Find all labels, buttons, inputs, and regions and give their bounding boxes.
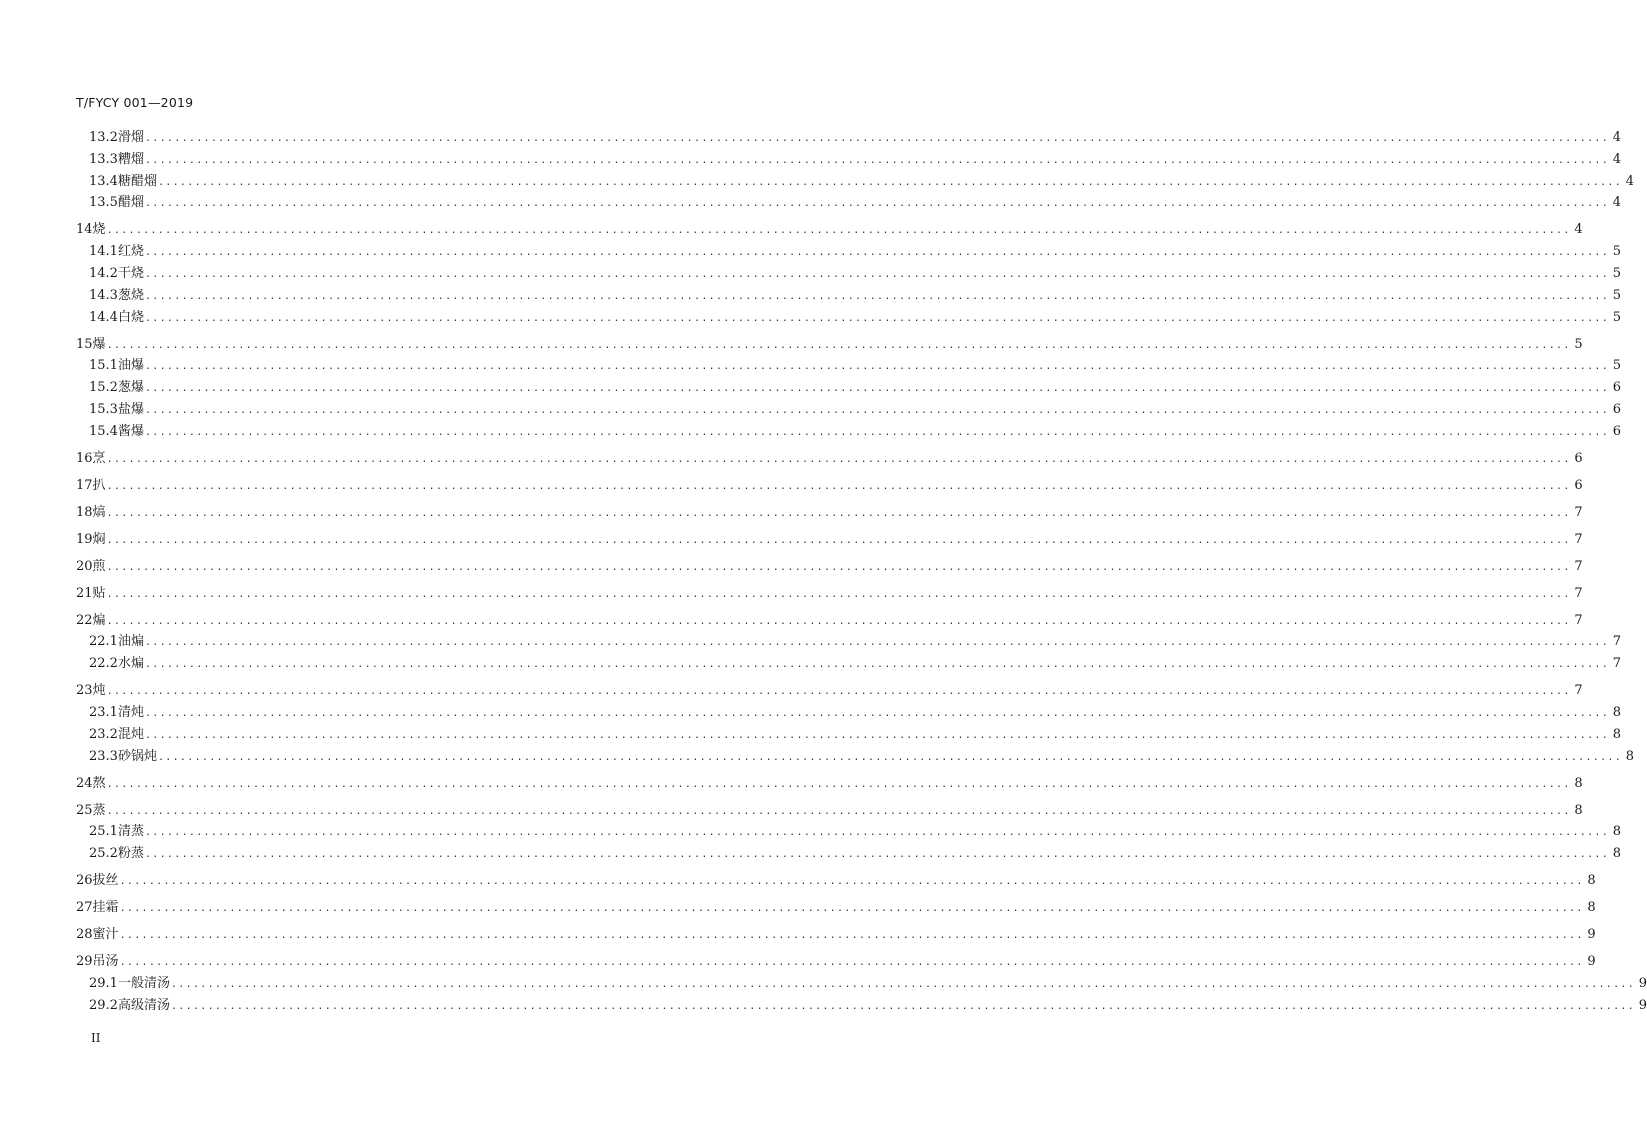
toc-entry-number: 13.5 xyxy=(89,195,118,211)
toc-entry-title: 爆 xyxy=(92,336,106,352)
toc-entry-page: 8 xyxy=(1612,705,1622,720)
dot-leader: ........................................................................................................................................................................................................ xyxy=(170,978,1636,990)
toc-entry-title: 焖 xyxy=(92,531,106,547)
dot-leader: ........................................................................................................................................................................................................ xyxy=(106,561,1571,573)
toc-entry-page: 5 xyxy=(1612,358,1622,374)
toc-entry-title: 烹 xyxy=(92,450,106,466)
toc-entry[interactable] xyxy=(76,400,1622,422)
dot-leader: ........................................................................................................................................................................................................ xyxy=(106,339,1571,351)
toc-entry-title: 红烧 xyxy=(117,244,144,260)
dot-leader: ........................................................................................................................................................................................................ xyxy=(144,133,1610,144)
toc-entry-number: 22.2 xyxy=(89,656,118,672)
toc-entry-title: 一般清汤 xyxy=(117,975,170,991)
toc-entry-page: 5 xyxy=(1612,309,1622,325)
toc-entry-number: 22 xyxy=(76,612,93,628)
toc-entry-title: 酱爆 xyxy=(117,423,144,439)
toc-entry-number: 18 xyxy=(76,504,93,520)
toc-entry-number: 14.4 xyxy=(89,309,118,325)
toc-entry-number: 20 xyxy=(76,558,93,574)
toc-entry-title: 拔丝 xyxy=(92,873,119,889)
toc-entry[interactable] xyxy=(76,871,1596,893)
toc-entry-title: 清蒸 xyxy=(117,824,144,840)
toc-entry[interactable] xyxy=(76,476,1583,498)
toc-entry[interactable] xyxy=(76,286,1622,308)
toc-entry[interactable] xyxy=(76,220,1583,242)
toc-entry-title: 蜜汁 xyxy=(92,927,119,943)
toc-entry-number: 29 xyxy=(76,954,93,970)
toc-entry-title: 贴 xyxy=(92,585,106,601)
toc-entry-page: 7 xyxy=(1574,585,1583,601)
dot-leader: ........................................................................................................................................................................................................ xyxy=(144,729,1610,741)
dot-leader: ........................................................................................................................................................................................................ xyxy=(144,290,1610,302)
dot-leader: ........................................................................................................................................................................................................ xyxy=(106,480,1571,492)
toc-entry-page: 8 xyxy=(1574,775,1583,791)
toc-entry-number: 23.3 xyxy=(89,748,118,764)
toc-entry-title: 糖醋熘 xyxy=(117,173,157,189)
toc-entry-number: 14.2 xyxy=(89,265,118,281)
toc-entry-number: 25 xyxy=(76,802,93,818)
toc-entry[interactable] xyxy=(76,150,1622,172)
toc-entry-number: 15.1 xyxy=(89,358,118,374)
toc-entry-number: 28 xyxy=(76,927,93,943)
toc-entry-page: 5 xyxy=(1612,244,1622,260)
toc-entry-title: 挂霜 xyxy=(92,900,119,916)
toc-entry-number: 21 xyxy=(76,585,93,601)
dot-leader: ........................................................................................................................................................................................................ xyxy=(157,176,1623,188)
toc-entry-page: 9 xyxy=(1638,975,1647,991)
toc-entry-title: 扒 xyxy=(92,477,106,493)
dot-leader: ........................................................................................................................................................................................................ xyxy=(144,404,1610,416)
dot-leader: ........................................................................................................................................................................................................ xyxy=(157,751,1623,763)
dot-leader: ........................................................................................................................................................................................................ xyxy=(106,805,1571,817)
toc-entry[interactable] xyxy=(76,557,1583,579)
toc-entry-title: 炖 xyxy=(92,683,106,699)
toc-entry-title: 清炖 xyxy=(117,705,144,720)
dot-leader: ........................................................................................................................................................................................................ xyxy=(119,930,1584,942)
toc-entry[interactable] xyxy=(76,632,1622,654)
toc-entry-number: 13.4 xyxy=(89,173,118,189)
toc-entry[interactable] xyxy=(76,335,1583,357)
toc-entry-title: 吊汤 xyxy=(92,954,119,970)
toc-entry-page: 9 xyxy=(1638,997,1647,1013)
dot-leader: ........................................................................................................................................................................................................ xyxy=(144,268,1610,280)
toc-entry-page: 5 xyxy=(1612,265,1622,281)
toc-entry-page: 8 xyxy=(1625,748,1635,764)
dot-leader: ........................................................................................................................................................................................................ xyxy=(144,708,1610,719)
dot-leader: ........................................................................................................................................................................................................ xyxy=(119,903,1584,915)
toc-entry-number: 23 xyxy=(76,683,93,699)
toc-entry-title: 熇 xyxy=(92,504,106,520)
toc-entry-page: 8 xyxy=(1612,846,1622,862)
toc-entry-page: 8 xyxy=(1612,824,1622,840)
toc-entry-page: 4 xyxy=(1612,195,1622,211)
toc-entry[interactable] xyxy=(76,822,1622,844)
dot-leader: ........................................................................................................................................................................................................ xyxy=(106,453,1571,465)
toc-entry-number: 24 xyxy=(76,775,93,791)
toc-entry[interactable] xyxy=(76,898,1596,920)
dot-leader: ........................................................................................................................................................................................................ xyxy=(106,225,1571,237)
toc-entry[interactable] xyxy=(76,974,1647,996)
toc-entry-number: 15.2 xyxy=(89,380,118,396)
toc-entry-page: 8 xyxy=(1574,802,1583,818)
toc-entry-title: 熬 xyxy=(92,775,106,791)
toc-entry[interactable] xyxy=(76,308,1622,330)
toc-entry-number: 14.1 xyxy=(89,244,118,260)
toc-entry-number: 15.4 xyxy=(89,423,118,439)
dot-leader: ........................................................................................................................................................................................................ xyxy=(106,686,1571,698)
toc-entry-title: 砂锅炖 xyxy=(117,748,157,764)
toc-entry[interactable] xyxy=(76,844,1622,866)
toc-entry[interactable] xyxy=(76,584,1583,606)
toc-entry-number: 15.3 xyxy=(89,401,118,417)
dot-leader: ........................................................................................................................................................................................................ xyxy=(144,247,1610,259)
toc-entry-page: 7 xyxy=(1574,531,1583,547)
toc-entry-title: 葱爆 xyxy=(117,380,144,396)
toc-entry-title: 粉蒸 xyxy=(117,846,144,862)
toc-entry-title: 糟熘 xyxy=(117,151,144,167)
toc-entry[interactable] xyxy=(76,378,1622,400)
page-number: II xyxy=(91,1031,101,1045)
toc-entry-number: 25.1 xyxy=(89,824,118,840)
toc-entry-number: 15 xyxy=(76,336,93,352)
dot-leader: ........................................................................................................................................................................................................ xyxy=(144,154,1610,166)
toc-entry-page: 7 xyxy=(1574,612,1583,628)
toc-entry[interactable] xyxy=(76,356,1622,378)
dot-leader: ........................................................................................................................................................................................................ xyxy=(119,876,1584,888)
toc-entry-page: 8 xyxy=(1587,900,1596,916)
toc-entry[interactable] xyxy=(76,801,1583,823)
toc-entry-number: 25.2 xyxy=(89,846,118,862)
dot-leader: ........................................................................................................................................................................................................ xyxy=(144,383,1610,395)
dot-leader: ........................................................................................................................................................................................................ xyxy=(144,312,1610,324)
toc-entry-number: 19 xyxy=(76,531,93,547)
toc-entry-number: 29.2 xyxy=(89,997,118,1013)
dot-leader: ........................................................................................................................................................................................................ xyxy=(106,507,1571,519)
toc-entry-title: 葱烧 xyxy=(117,287,144,303)
toc-entry-page: 9 xyxy=(1587,954,1596,970)
toc-entry-title: 油煸 xyxy=(117,634,144,650)
toc-entry-title: 混炖 xyxy=(117,726,144,742)
toc-entry-page: 4 xyxy=(1612,130,1622,145)
toc-entry-title: 煸 xyxy=(92,612,106,628)
toc-entry-page: 7 xyxy=(1574,558,1583,574)
toc-entry[interactable] xyxy=(76,128,1622,150)
toc-entry-page: 6 xyxy=(1574,477,1583,493)
document-header: T/FYCY 001—2019 xyxy=(76,95,194,110)
toc-entry-page: 5 xyxy=(1574,336,1583,352)
toc-entry-title: 油爆 xyxy=(117,358,144,374)
toc-entry-number: 14 xyxy=(76,222,93,238)
toc-entry-title: 蒸 xyxy=(92,802,106,818)
dot-leader: ........................................................................................................................................................................................................ xyxy=(106,615,1571,627)
toc-entry[interactable] xyxy=(76,703,1622,725)
toc-entry-number: 14.3 xyxy=(89,287,118,303)
dot-leader: ........................................................................................................................................................................................................ xyxy=(144,426,1610,438)
table-of-contents xyxy=(76,128,1647,1017)
toc-entry-title: 盐爆 xyxy=(117,401,144,417)
toc-entry[interactable] xyxy=(76,725,1622,747)
dot-leader: ........................................................................................................................................................................................................ xyxy=(144,198,1610,210)
toc-entry-title: 白烧 xyxy=(117,309,144,325)
toc-entry-page: 7 xyxy=(1574,504,1583,520)
toc-entry[interactable] xyxy=(76,422,1622,444)
dot-leader: ........................................................................................................................................................................................................ xyxy=(144,849,1610,861)
dot-leader: ........................................................................................................................................................................................................ xyxy=(170,1000,1636,1012)
toc-entry[interactable] xyxy=(76,996,1647,1018)
toc-entry[interactable] xyxy=(76,774,1583,796)
toc-entry-page: 6 xyxy=(1574,450,1583,466)
toc-entry[interactable] xyxy=(76,611,1583,633)
toc-entry-title: 干烧 xyxy=(117,265,144,281)
toc-entry[interactable] xyxy=(76,747,1635,769)
toc-entry[interactable] xyxy=(76,264,1622,286)
dot-leader: ........................................................................................................................................................................................................ xyxy=(106,534,1571,546)
toc-entry[interactable] xyxy=(76,925,1596,947)
toc-entry-page: 4 xyxy=(1574,222,1583,238)
dot-leader: ........................................................................................................................................................................................................ xyxy=(144,659,1610,671)
toc-entry-title: 滑熘 xyxy=(117,130,144,145)
toc-entry-page: 8 xyxy=(1612,726,1622,742)
toc-entry-title: 高级清汤 xyxy=(117,997,170,1013)
dot-leader: ........................................................................................................................................................................................................ xyxy=(144,827,1610,839)
toc-entry[interactable] xyxy=(76,193,1622,215)
toc-entry[interactable] xyxy=(76,681,1583,703)
toc-entry-number: 26 xyxy=(76,873,93,889)
toc-entry-page: 7 xyxy=(1612,656,1622,672)
dot-leader: ........................................................................................................................................................................................................ xyxy=(106,588,1571,600)
dot-leader: ........................................................................................................................................................................................................ xyxy=(144,637,1610,649)
toc-entry-title: 煎 xyxy=(92,558,106,574)
toc-entry-page: 5 xyxy=(1612,287,1622,303)
toc-entry[interactable] xyxy=(76,952,1596,974)
toc-entry-page: 4 xyxy=(1612,151,1622,167)
toc-entry-title: 醋熘 xyxy=(117,195,144,211)
toc-entry[interactable] xyxy=(76,503,1583,525)
toc-entry[interactable] xyxy=(76,172,1635,194)
toc-entry-number: 23.1 xyxy=(89,705,118,720)
toc-entry-page: 6 xyxy=(1612,423,1622,439)
toc-entry-title: 烧 xyxy=(92,222,106,238)
toc-entry-page: 8 xyxy=(1587,873,1596,889)
toc-entry-page: 6 xyxy=(1612,380,1622,396)
toc-entry[interactable] xyxy=(76,530,1583,552)
toc-entry-page: 9 xyxy=(1587,927,1596,943)
toc-entry-number: 23.2 xyxy=(89,726,118,742)
toc-entry[interactable] xyxy=(76,449,1583,471)
toc-entry-number: 22.1 xyxy=(89,634,118,650)
dot-leader: ........................................................................................................................................................................................................ xyxy=(106,778,1571,790)
toc-entry-number: 13.2 xyxy=(89,130,118,145)
toc-entry-page: 6 xyxy=(1612,401,1622,417)
toc-entry-number: 13.3 xyxy=(89,151,118,167)
dot-leader: ........................................................................................................................................................................................................ xyxy=(119,957,1584,969)
dot-leader: ........................................................................................................................................................................................................ xyxy=(144,361,1610,373)
toc-entry-number: 27 xyxy=(76,900,93,916)
toc-entry-number: 17 xyxy=(76,477,93,493)
toc-entry[interactable] xyxy=(76,654,1622,676)
toc-entry-number: 29.1 xyxy=(89,975,118,991)
toc-entry-title: 水煸 xyxy=(117,656,144,672)
toc-entry[interactable] xyxy=(76,242,1622,264)
toc-entry-page: 4 xyxy=(1625,173,1635,189)
toc-entry-number: 16 xyxy=(76,450,93,466)
toc-entry-page: 7 xyxy=(1612,634,1622,650)
toc-entry-page: 7 xyxy=(1574,683,1583,699)
